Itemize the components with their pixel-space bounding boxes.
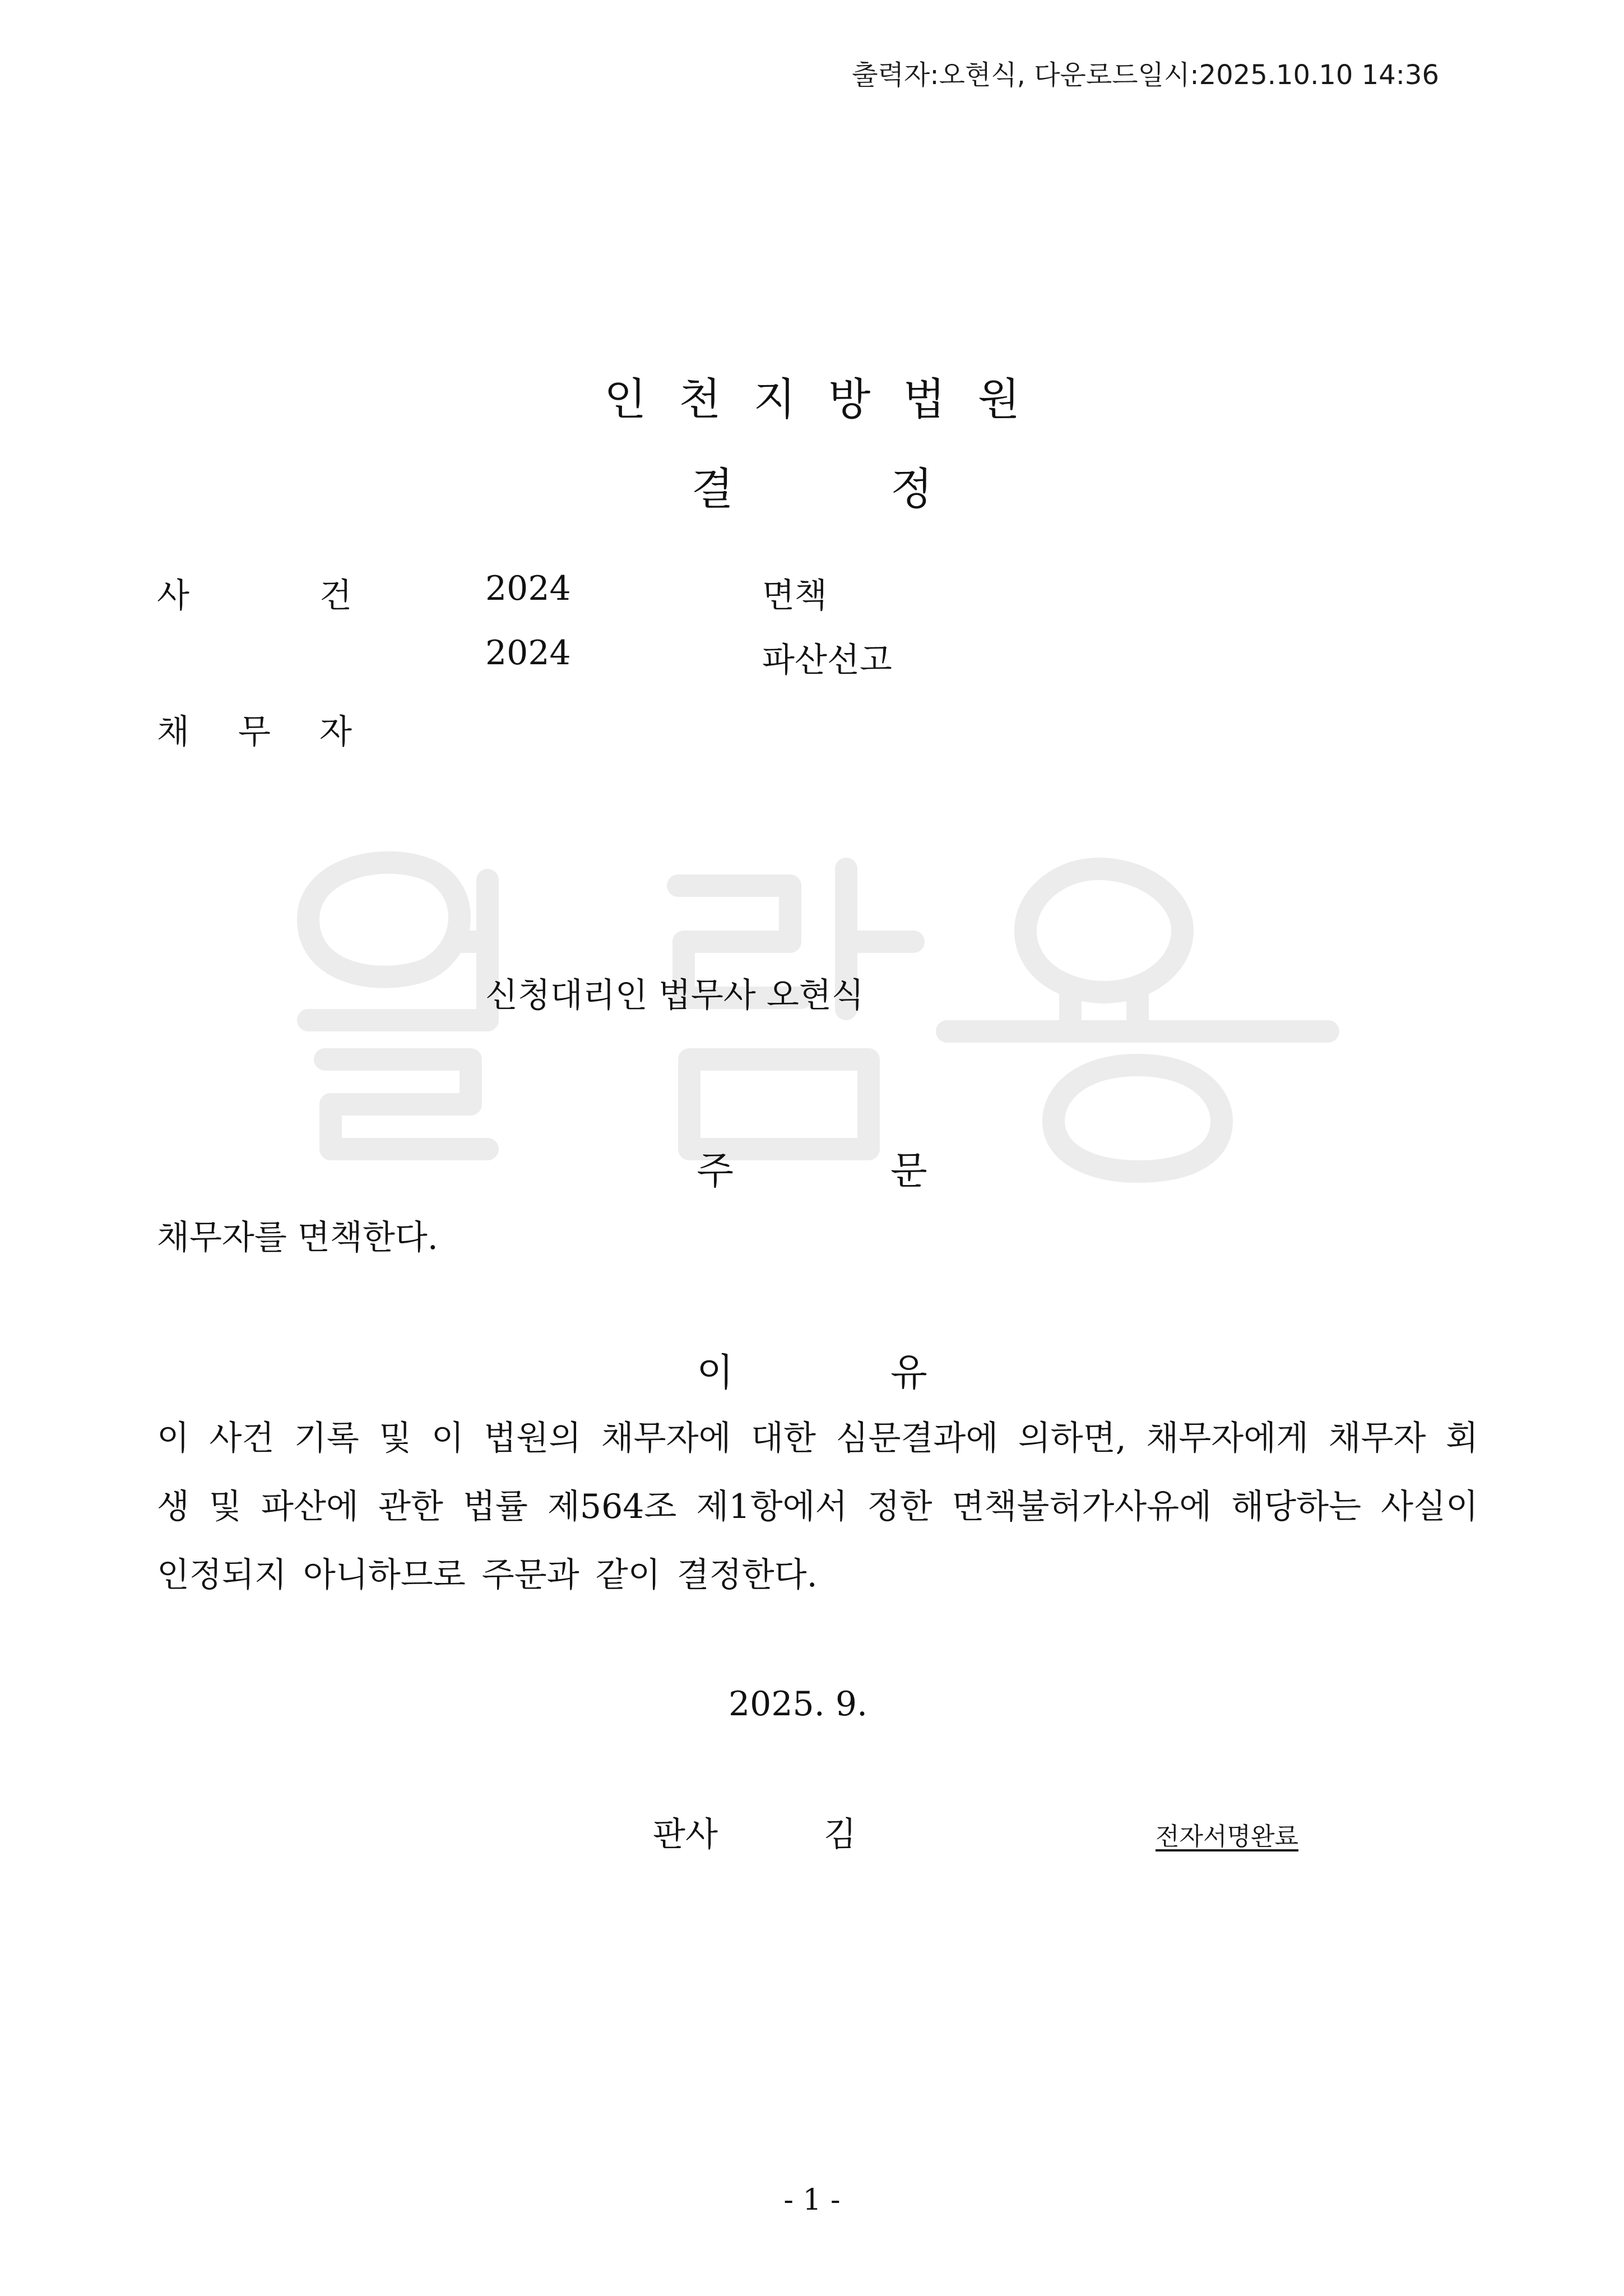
order-text: 채무자를 면책한다.: [157, 1218, 438, 1257]
decision-date: 2025. 9.: [729, 1684, 868, 1724]
case-label-char-1: 사: [157, 576, 189, 615]
reason-paragraph: [157, 1404, 1478, 1609]
judge-title: 판사: [653, 1815, 718, 1854]
document-title: [0, 454, 1624, 517]
case-1-name: 면책: [762, 576, 827, 615]
reason-line-1: 이 사건 기록 및 이 법원의 채무자에 대한 심문결과에 의하면, 채무자에게 채무자 회: [157, 1419, 1478, 1458]
page-number: - 1 -: [783, 2183, 841, 2217]
debtor-label-char-3: 자: [319, 712, 352, 752]
court-name: 인천지방법원: [604, 374, 1053, 425]
download-stamp: 출력자:오현식, 다운로드일시:2025.10.10 14:36: [852, 59, 1439, 91]
reason-heading-char-2: 유: [890, 1351, 927, 1395]
reason-line-2: 생 및 파산에 관한 법률 제564조 제1항에서 정한 면책불허가사유에 해당하는 사실이: [157, 1487, 1478, 1526]
order-heading: [0, 1141, 1624, 1195]
debtor-label-char-1: 채: [157, 712, 189, 752]
case-2-number: 2024: [485, 633, 571, 673]
e-signature-status: 전자서명완료: [1156, 1822, 1299, 1851]
reason-line-3: 인정되지 아니하므로 주문과 같이 결정한다.: [157, 1556, 818, 1595]
applicant-agent: 신청대리인 법무사 오현식: [485, 976, 864, 1015]
case-2-name: 파산선고: [762, 641, 892, 680]
reason-heading: [0, 1343, 1624, 1397]
order-heading-char-2: 문: [890, 1149, 927, 1193]
debtor-label-char-2: 무: [238, 712, 271, 752]
reason-heading-char-1: 이: [697, 1351, 734, 1395]
case-label-char-2: 건: [319, 576, 352, 615]
case-1-number: 2024: [485, 569, 571, 608]
order-heading-char-1: 주: [697, 1149, 734, 1193]
document-title-char-1: 결: [691, 464, 734, 515]
judge-name: 김: [824, 1815, 856, 1854]
document-title-char-2: 정: [890, 464, 933, 515]
